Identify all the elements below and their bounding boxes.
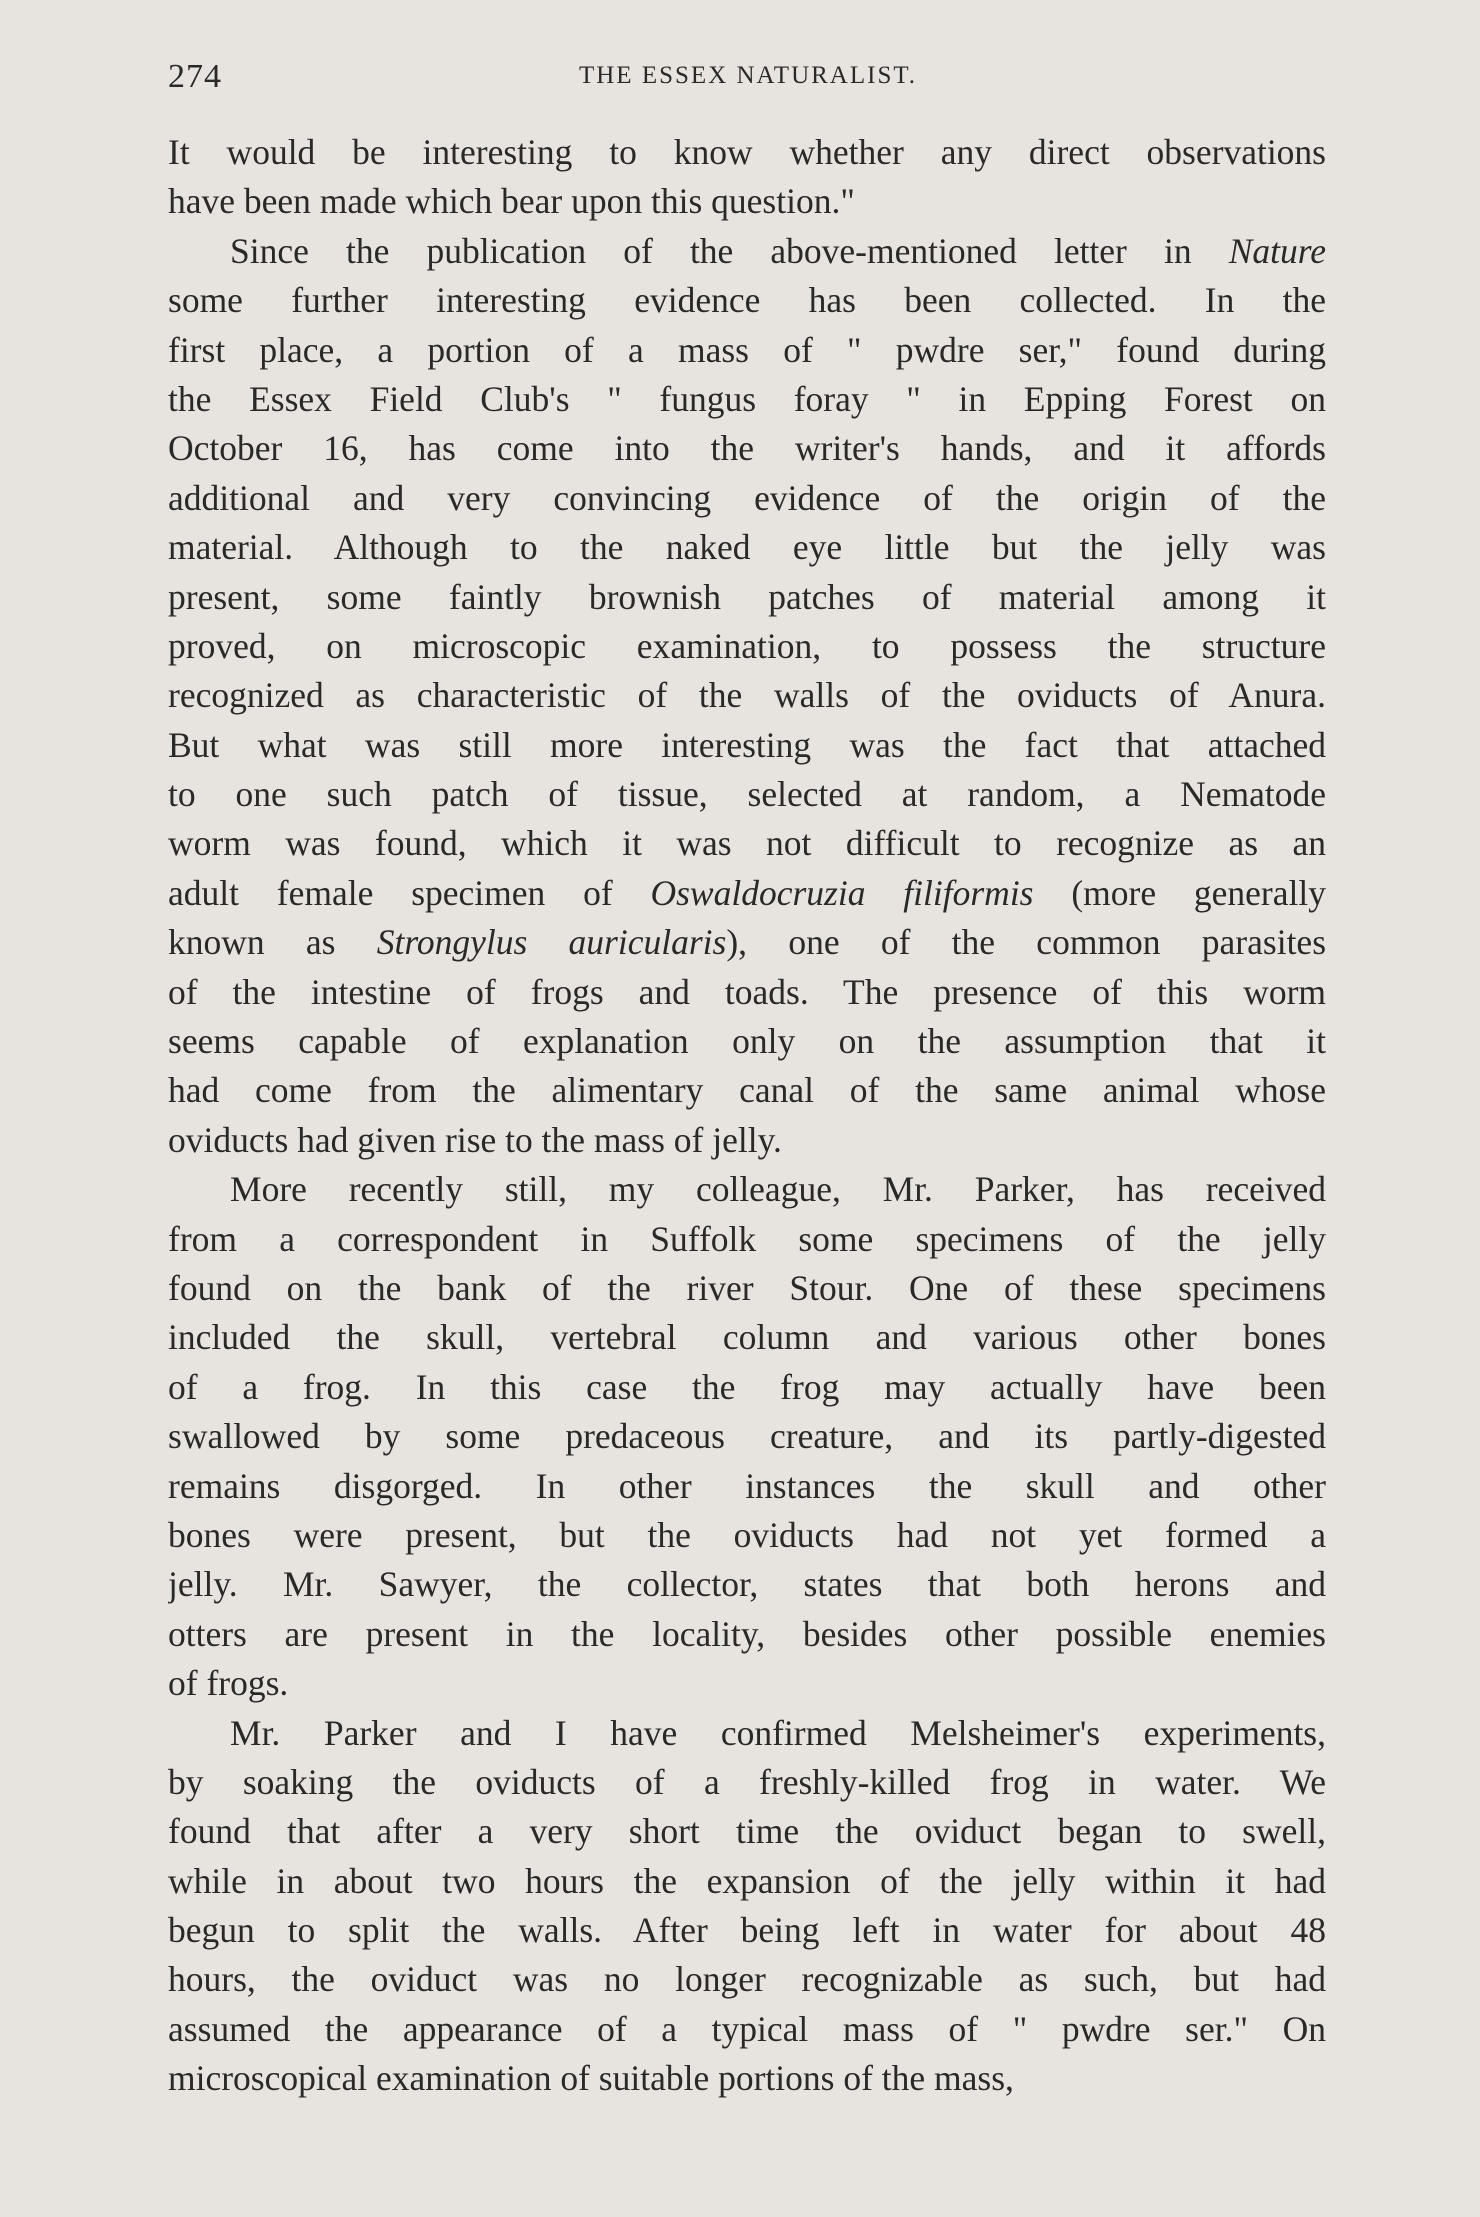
line-text: recognized as characteristic of the walls of the oviducts of Anura. [168,675,1326,716]
line-text: assumed the appearance of a typical mass of " pwdre ser." On [168,2008,1326,2049]
text-line [168,1955,1326,2004]
text-line [168,523,1326,572]
line-text: included the skull, vertebral column and various other bones [168,1317,1326,1358]
line-text: oviducts had given rise to the mass of jelly. [168,1119,782,1160]
text-line [168,1709,1326,1758]
line-text: proved, on microscopic examination, to possess the structure [168,625,1326,666]
text-line [168,1610,1326,1659]
line-text: hours, the oviduct was no longer recognizable as such, but had [168,1959,1326,2000]
text-line [168,1659,1326,1708]
text-line [168,474,1326,523]
line-text: Since the publication of the above-mentioned letter in [230,230,1229,271]
text-line [168,1215,1326,1264]
line-text: while in about two hours the expansion of the jelly within it had [168,1860,1326,1901]
line-text: adult female specimen of [168,872,651,913]
line-text: found on the bank of the river Stour. One of these specimens [168,1267,1326,1308]
line-text: had come from the alimentary canal of the same animal whose [168,1070,1326,1111]
text-line [168,424,1326,473]
line-text: Mr. Parker and I have confirmed Melsheimer's experiments, [230,1712,1326,1753]
text-line [168,1165,1326,1214]
text-line [168,1363,1326,1412]
page-number: 274 [168,58,222,95]
text-line [168,1560,1326,1609]
text-line [168,721,1326,770]
text-line [168,869,1326,918]
line-text: some further interesting evidence has been collected. In the [168,280,1326,321]
text-line [168,968,1326,1017]
text-line [168,819,1326,868]
line-text: (more generally [1033,872,1326,913]
running-head [168,58,1328,98]
body-text [168,128,1326,2104]
line-text: from a correspondent in Suffolk some specimens of the jelly [168,1218,1326,1259]
text-line [168,1807,1326,1856]
line-text: of the intestine of frogs and toads. The presence of this worm [168,971,1326,1012]
text-line [168,2005,1326,2054]
line-text: the Essex Field Club's " fungus foray " in Epping Forest on [168,378,1326,419]
line-text: seems capable of explanation only on the assumption that it [168,1021,1326,1062]
line-text: bones were present, but the oviducts had not yet formed a [168,1514,1326,1555]
text-line [168,276,1326,325]
text-line [168,1017,1326,1066]
line-text: have been made which bear upon this question." [168,181,855,222]
line-text: material. Although to the naked eye little but the jelly was [168,527,1326,568]
text-line [168,177,1326,226]
italic-text: Nature [1228,230,1326,271]
line-text: of a frog. In this case the frog may actually have been [168,1366,1326,1407]
line-text: More recently still, my colleague, Mr. Parker, has received [230,1169,1326,1210]
text-line [168,1264,1326,1313]
text-line [168,1116,1326,1165]
text-line [168,671,1326,720]
text-line [168,573,1326,622]
line-text: remains disgorged. In other instances the skull and other [168,1465,1326,1506]
line-text: additional and very convincing evidence of the origin of the [168,477,1326,518]
line-text: October 16, has come into the writer's hands, and it affords [168,428,1326,469]
text-line [168,918,1326,967]
line-text: ), one of the common parasites [726,922,1326,963]
text-line [168,1066,1326,1115]
line-text: found that after a very short time the oviduct began to swell, [168,1811,1326,1852]
line-text: otters are present in the locality, besides other possible enemies [168,1613,1326,1654]
italic-text: Strongylus auricularis [376,922,727,963]
line-text: microscopical examination of suitable portions of the mass, [168,2058,1014,2099]
line-text: of frogs. [168,1663,289,1704]
line-text: by soaking the oviducts of a freshly-killed frog in water. We [168,1761,1326,1802]
line-text: worm was found, which it was not difficult to recognize as an [168,823,1326,864]
text-line [168,1462,1326,1511]
line-text: begun to split the walls. After being left in water for about 48 [168,1910,1326,1951]
line-text: present, some faintly brownish patches of material among it [168,576,1326,617]
line-text: to one such patch of tissue, selected at random, a Nematode [168,774,1326,815]
text-line [168,1758,1326,1807]
text-line [168,1511,1326,1560]
text-line [168,326,1326,375]
italic-text: Oswaldocruzia filiformis [650,872,1034,913]
line-text: swallowed by some predaceous creature, and its partly-digested [168,1416,1326,1457]
text-line [168,1412,1326,1461]
text-line [168,227,1326,276]
text-line [168,1313,1326,1362]
line-text: It would be interesting to know whether any direct observations [168,132,1326,172]
text-line [168,770,1326,819]
line-text: jelly. Mr. Sawyer, the collector, states that both herons and [168,1564,1326,1605]
text-line [168,622,1326,671]
text-line [168,1857,1326,1906]
running-title: THE ESSEX NATURALIST. [578,62,918,89]
text-line [168,128,1326,177]
line-text: But what was still more interesting was the fact that attached [168,724,1326,765]
line-text: first place, a portion of a mass of " pwdre ser," found during [168,329,1326,370]
line-text: known as [168,922,377,963]
text-line [168,375,1326,424]
text-line [168,1906,1326,1955]
text-line [168,2054,1326,2103]
